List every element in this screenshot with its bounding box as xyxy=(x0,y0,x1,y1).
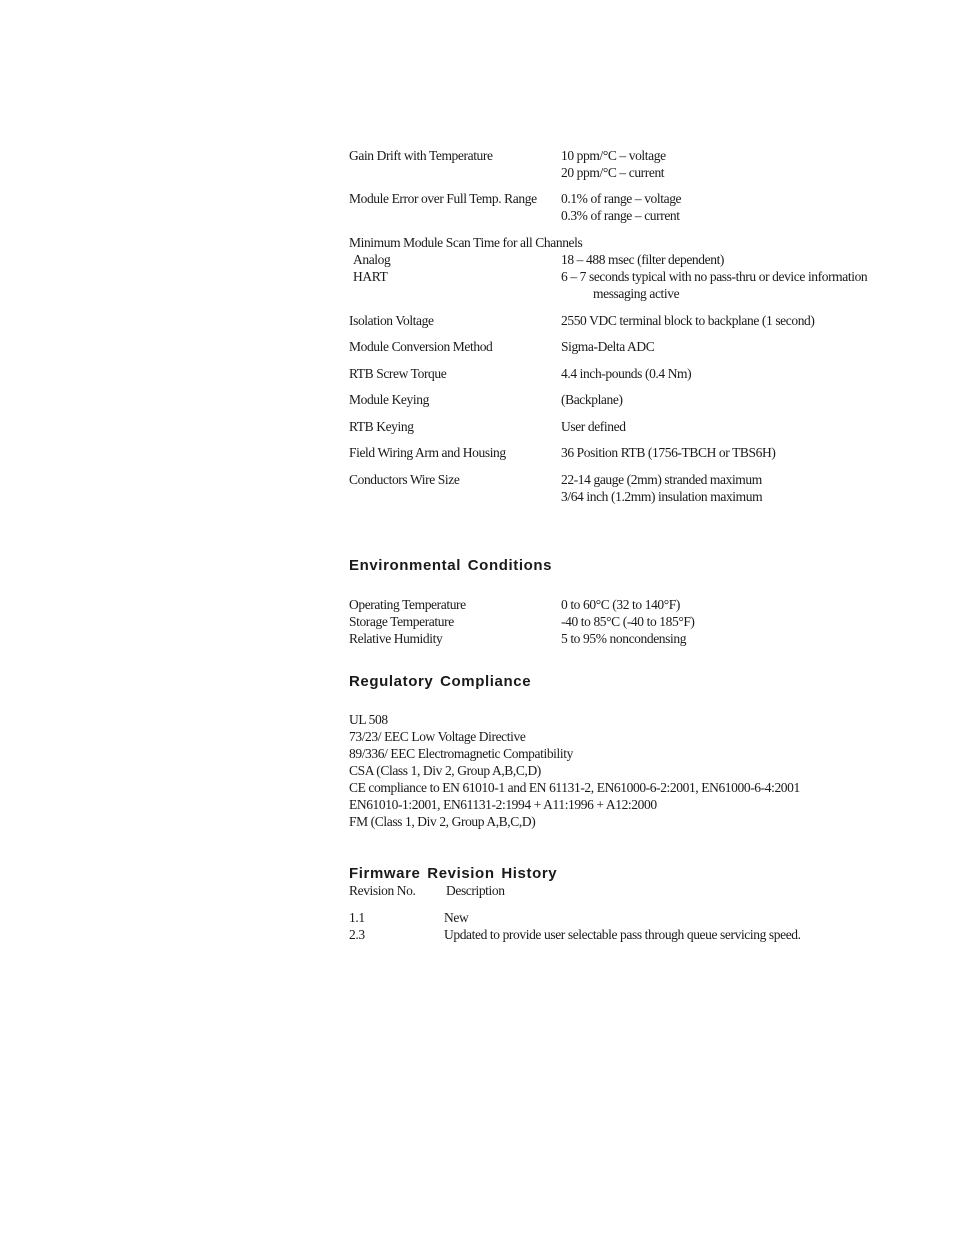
firmware-desc: New xyxy=(444,910,469,925)
spec-value: -40 to 85°C (-40 to 185°F) xyxy=(561,614,695,629)
environmental-table xyxy=(349,596,909,647)
spec-row-module-keying xyxy=(349,391,909,408)
spec-label: Relative Humidity xyxy=(349,631,443,646)
spec-value-line: 22-14 gauge (2mm) stranded maximum xyxy=(561,472,762,487)
firmware-row xyxy=(349,926,909,943)
spec-row-conductors xyxy=(349,471,909,505)
spec-page xyxy=(349,147,909,943)
spec-label: Storage Temperature xyxy=(349,614,454,629)
spec-label: Isolation Voltage xyxy=(349,313,434,328)
spec-value-line: messaging active xyxy=(593,286,680,301)
spec-value-line: 0.1% of range – voltage xyxy=(561,191,682,206)
spec-row-hart xyxy=(349,268,909,302)
regulatory-line: EN61010-1:2001, EN61131-2:1994 + A11:1996 + A12:2000 xyxy=(349,797,657,812)
spec-value: 0 to 60°C (32 to 140°F) xyxy=(561,597,680,612)
spec-label: Conductors Wire Size xyxy=(349,472,460,487)
spec-row-rtb-keying xyxy=(349,418,909,435)
firmware-table xyxy=(349,909,909,943)
spec-label: Module Conversion Method xyxy=(349,339,493,354)
spec-label: Module Error over Full Temp. Range xyxy=(349,191,537,206)
regulatory-line: 89/336/ EEC Electromagnetic Compatibility xyxy=(349,746,573,761)
spec-label: HART xyxy=(353,269,388,284)
spec-value-line: 3/64 inch (1.2mm) insulation maximum xyxy=(561,489,763,504)
spec-value: 18 – 488 msec (filter dependent) xyxy=(561,252,725,267)
scan-time-title: Minimum Module Scan Time for all Channels xyxy=(349,235,583,250)
spec-row-conversion-method xyxy=(349,338,909,355)
regulatory-line: FM (Class 1, Div 2, Group A,B,C,D) xyxy=(349,814,536,829)
spec-row-analog xyxy=(349,251,909,268)
spec-value-line: 0.3% of range – current xyxy=(561,208,680,223)
regulatory-line: CE compliance to EN 61010-1 and EN 61131-2, EN61000-6-2:2001, EN61000-6-4:2001 xyxy=(349,780,800,795)
firmware-header-row xyxy=(349,882,909,899)
spec-row-gain-drift xyxy=(349,147,909,181)
spec-value: Sigma-Delta ADC xyxy=(561,339,655,354)
environmental-heading: Environmental Conditions xyxy=(349,557,553,574)
regulatory-line: CSA (Class 1, Div 2, Group A,B,C,D) xyxy=(349,763,541,778)
spec-value xyxy=(561,190,909,224)
firmware-desc: Updated to provide user selectable pass through queue servicing speed. xyxy=(444,927,801,942)
spec-value-line: 20 ppm/°C – current xyxy=(561,165,665,180)
spec-row-module-error xyxy=(349,190,909,224)
spec-value: User defined xyxy=(561,419,626,434)
spec-label: Analog xyxy=(353,252,391,267)
regulatory-heading: Regulatory Compliance xyxy=(349,673,532,690)
spec-label: Gain Drift with Temperature xyxy=(349,148,493,163)
spec-value: 4.4 inch-pounds (0.4 Nm) xyxy=(561,366,692,381)
firmware-row xyxy=(349,909,909,926)
firmware-rev: 1.1 xyxy=(349,910,365,925)
regulatory-line: 73/23/ EEC Low Voltage Directive xyxy=(349,729,526,744)
environmental-row xyxy=(349,613,909,630)
spec-label: Module Keying xyxy=(349,392,429,407)
firmware-col-rev: Revision No. xyxy=(349,883,416,898)
spec-value: 2550 VDC terminal block to backplane (1 second) xyxy=(561,313,815,328)
spec-value-line: 10 ppm/°C – voltage xyxy=(561,148,666,163)
firmware-col-desc: Description xyxy=(446,883,505,898)
firmware-rev: 2.3 xyxy=(349,927,365,942)
spec-label: Field Wiring Arm and Housing xyxy=(349,445,506,460)
regulatory-list xyxy=(349,711,909,830)
environmental-row xyxy=(349,630,909,647)
spec-value-line: 6 – 7 seconds typical with no pass-thru or device information xyxy=(561,269,868,284)
spec-value xyxy=(561,147,909,181)
spec-row-screw-torque xyxy=(349,365,909,382)
spec-value: 36 Position RTB (1756-TBCH or TBS6H) xyxy=(561,445,776,460)
spec-value xyxy=(561,471,909,505)
spec-label: RTB Keying xyxy=(349,419,414,434)
scan-time-block xyxy=(349,234,909,302)
spec-label: Operating Temperature xyxy=(349,597,466,612)
spec-value: 5 to 95% noncondensing xyxy=(561,631,687,646)
environmental-row xyxy=(349,596,909,613)
spec-row-field-wiring xyxy=(349,444,909,461)
spec-row-isolation-voltage xyxy=(349,312,909,329)
regulatory-line: UL 508 xyxy=(349,712,388,727)
spec-label: RTB Screw Torque xyxy=(349,366,447,381)
spec-value xyxy=(561,268,909,302)
firmware-heading: Firmware Revision History xyxy=(349,865,558,882)
spec-value: (Backplane) xyxy=(561,392,623,407)
